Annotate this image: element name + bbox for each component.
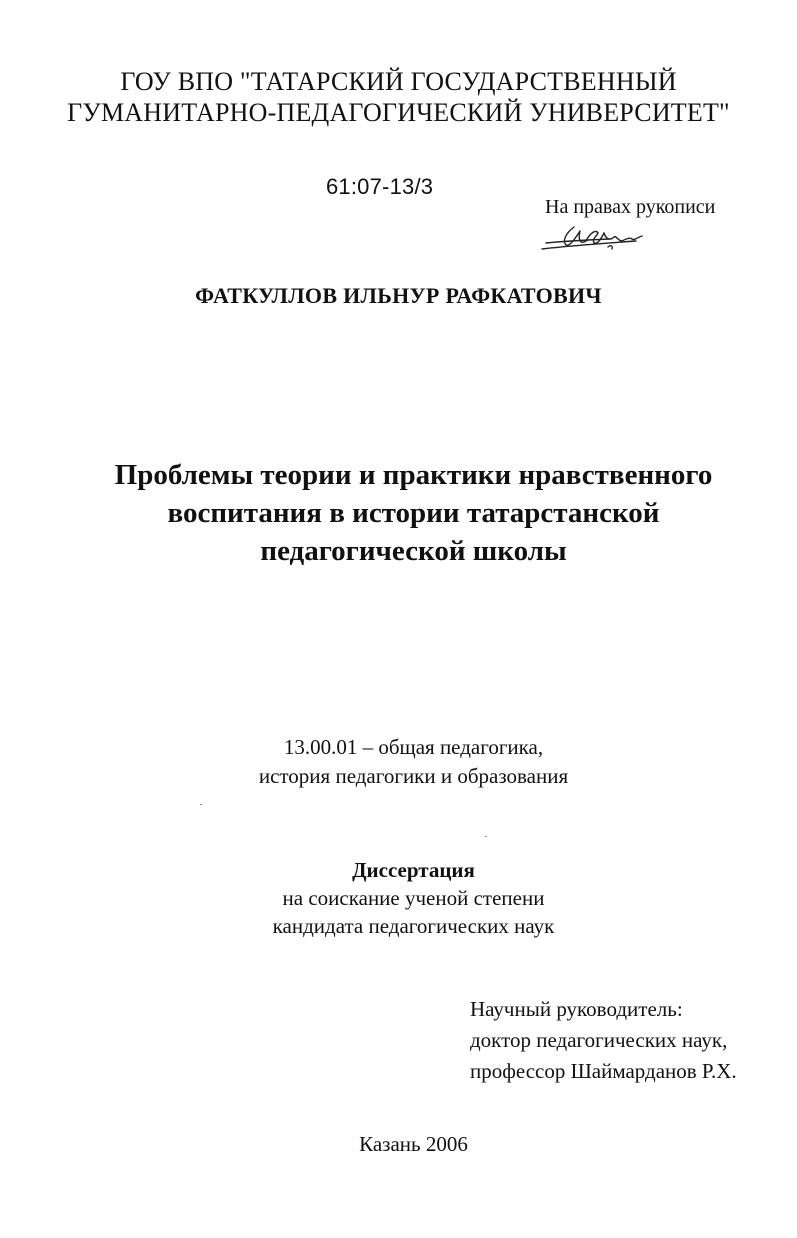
scan-speck (200, 804, 202, 805)
scan-speck (485, 836, 487, 837)
supervisor-label: Научный руководитель: (470, 997, 683, 1021)
title-line-1: Проблемы теории и практики нравственного (114, 459, 713, 491)
title-line-3: педагогической школы (260, 535, 567, 567)
degree-line-2: кандидата педагогических наук (272, 914, 555, 938)
degree-statement (0, 856, 797, 940)
supervisor-block (470, 994, 737, 1087)
dissertation-heading: Диссертация (352, 858, 475, 882)
supervisor-name: профессор Шаймарданов Р.Х. (470, 1059, 737, 1083)
specialty-line-1: 13.00.01 – общая педагогика, (283, 735, 544, 759)
university-name (0, 66, 797, 128)
specialty-line-2: история педагогики и образования (258, 764, 569, 788)
author-name: ФАТКУЛЛОВ ИЛЬНУР РАФКАТОВИЧ (195, 283, 602, 308)
university-line-1: ГОУ ВПО "ТАТАРСКИЙ ГОСУДАРСТВЕННЫЙ (120, 67, 677, 96)
catalog-code: 61:07-13/3 (326, 174, 434, 199)
manuscript-rights-note: На правах рукописи (545, 196, 716, 218)
specialty-code (0, 733, 797, 791)
place-and-year: Казань 2006 (359, 1132, 468, 1156)
university-line-2: ГУМАНИТАРНО-ПЕДАГОГИЧЕСКИЙ УНИВЕРСИТЕТ" (67, 98, 730, 127)
degree-line-1: на соискание ученой степени (282, 886, 545, 910)
signature-icon (536, 219, 656, 257)
title-line-2: воспитания в истории татарстанской (167, 497, 660, 529)
supervisor-degree: доктор педагогических наук, (470, 1028, 728, 1052)
dissertation-title (0, 456, 797, 570)
